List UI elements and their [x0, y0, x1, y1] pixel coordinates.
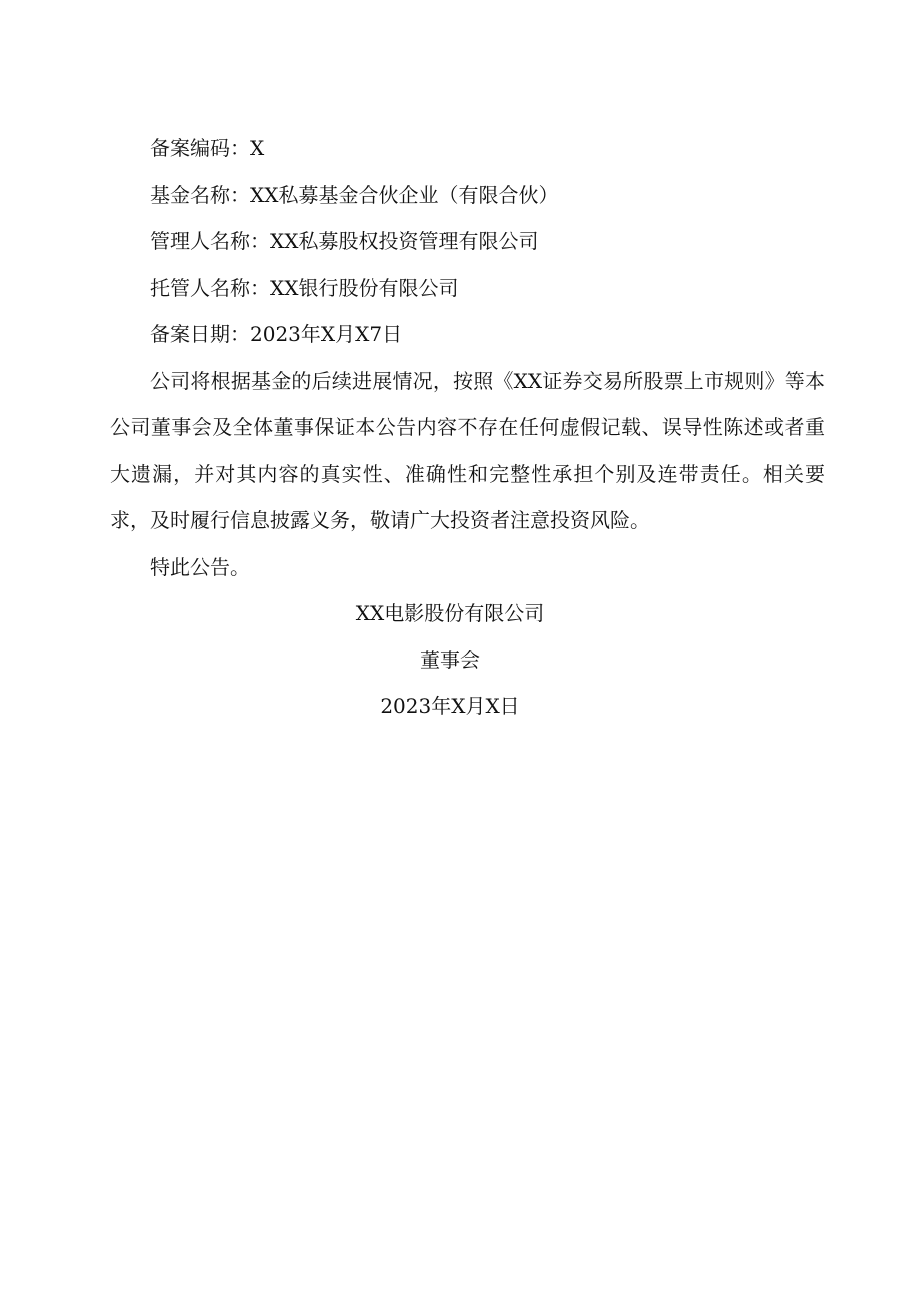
signature-board: 董事会: [420, 647, 480, 672]
record-code: 备案编码：X: [150, 136, 265, 160]
custodian-name: 托管人名称：XX银行股份有限公司: [150, 275, 459, 300]
main-paragraph: 公司将根据基金的后续进展情况，按照《XX证券交易所股票上市规则》等本公司董事会及全体董事保证本公告内容不存在任何虚假记载、误导性陈述或者重大遗漏，并对其内容的真实性、准确性和完整性承担个别及连带责任。相关要求，及时履行信息披露义务，敬请广大投资者注意投资风险。: [110, 368, 825, 532]
signature-company: XX电影股份有限公司: [355, 601, 545, 625]
manager-name: 管理人名称：XX私募股权投资管理有限公司: [150, 229, 539, 253]
closing-statement: 特此公告。: [150, 554, 250, 579]
record-date: 备案日期：2023年X月X7日: [150, 322, 403, 346]
announcement-body: [110, 125, 825, 730]
signature-date: 2023年X月X日: [380, 694, 520, 718]
signature-block: [110, 590, 825, 730]
fund-name: 基金名称：XX私募基金合伙企业（有限合伙）: [150, 182, 559, 207]
